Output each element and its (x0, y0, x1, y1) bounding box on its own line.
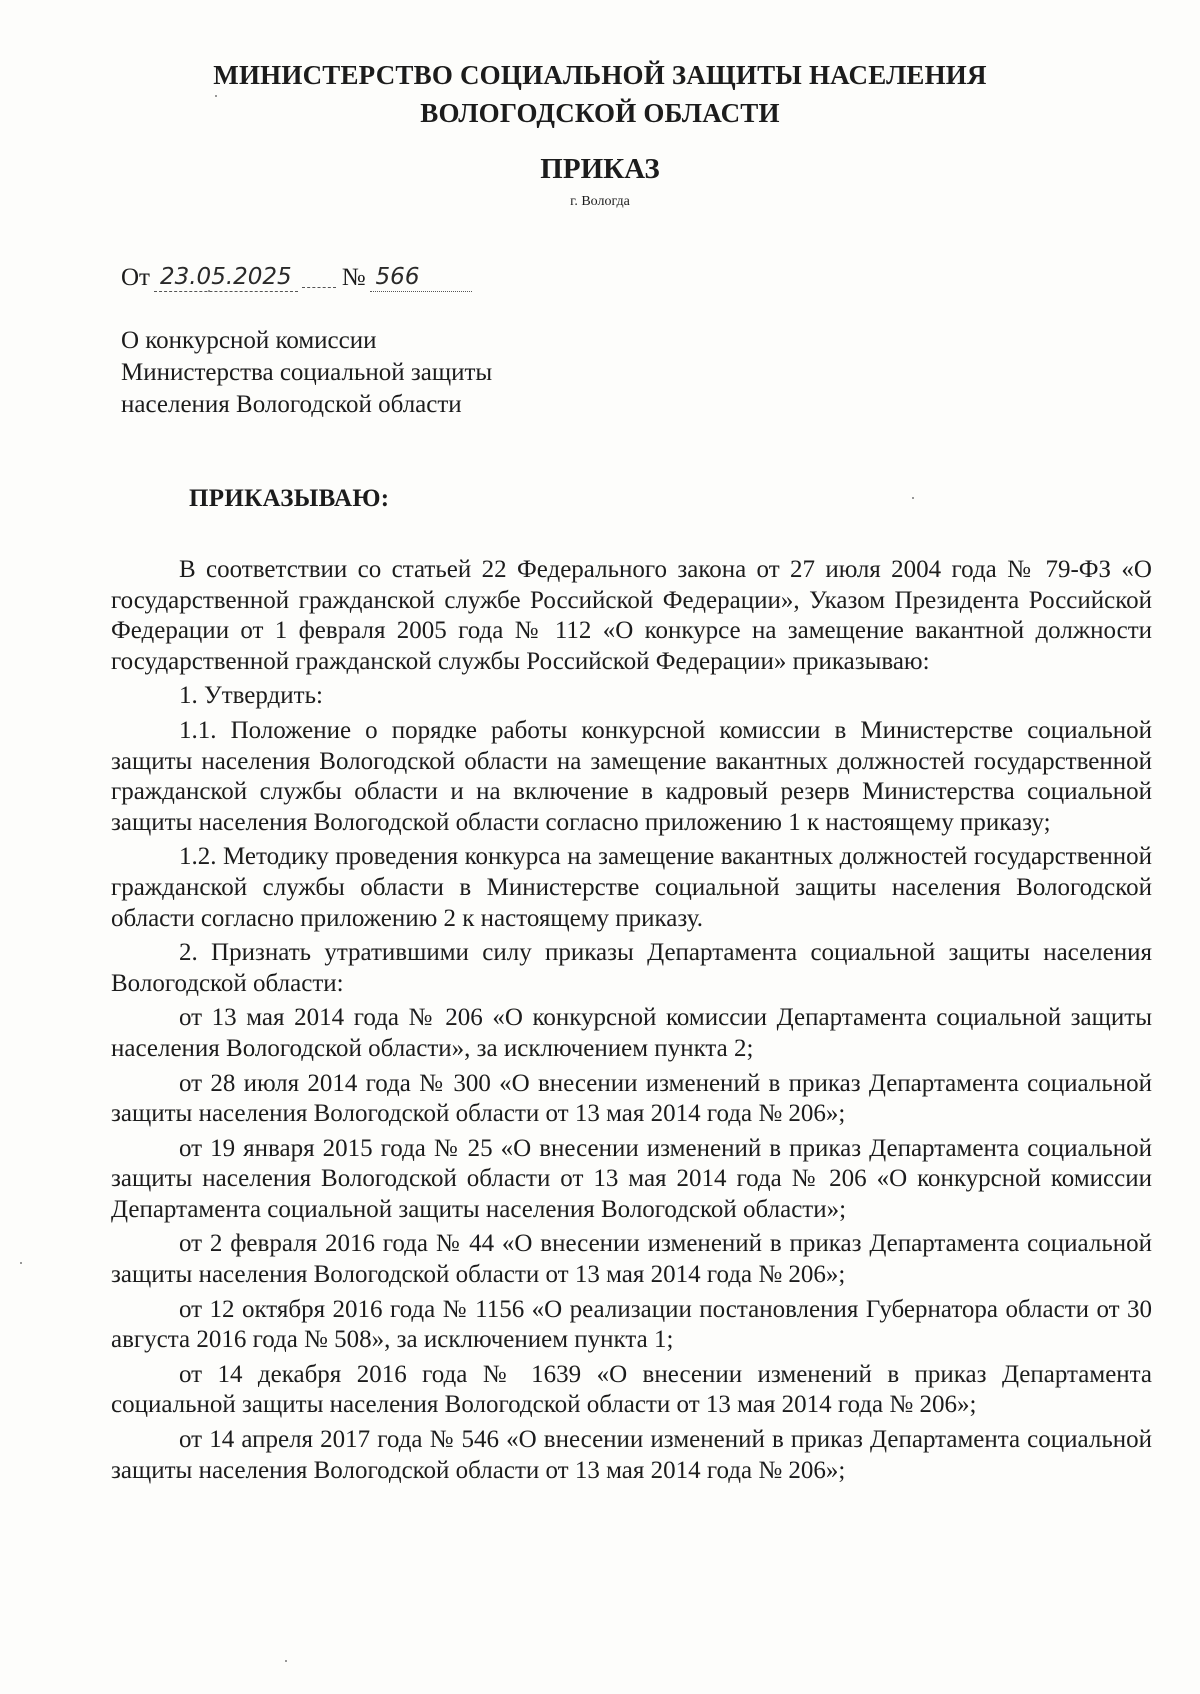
repealed-order-item: от 14 декабря 2016 года № 1639 «О внесении изменений в приказ Департамента социальной защиты населения Вологодской области от 13 мая 2014 года № 206»; (111, 1360, 1152, 1419)
scan-speck (208, 290, 210, 292)
order-body (111, 555, 1152, 1490)
ministry-name-line1: МИНИСТЕРСТВО СОЦИАЛЬНОЙ ЗАЩИТЫ НАСЕЛЕНИЯ (213, 60, 987, 90)
clause-2: 2. Признать утратившими силу приказы Департамента социальной защиты населения Вологодской области: (111, 939, 1152, 997)
ministry-name-line2: ВОЛОГОДСКОЙ ОБЛАСТИ (420, 98, 780, 128)
repealed-order-item: от 19 января 2015 года № 25 «О внесении изменений в приказ Департамента социальной защиты населения Вологодской области от 13 мая 2014 года № 206 «О конкурсной комиссии Департамента социальной защиты населения Вологодской области»; (111, 1134, 1152, 1223)
repealed-order-item: от 13 мая 2014 года № 206 «О конкурсной комиссии Департамента социальной защиты населения Вологодской области», за исключением пункта 2; (111, 1004, 1152, 1062)
repealed-order-item: от 28 июля 2014 года № 300 «О внесении изменений в приказ Департамента социальной защиты населения Вологодской области от 13 мая 2014 года № 206»; (111, 1069, 1152, 1128)
document-type-title: ПРИКАЗ (540, 153, 660, 185)
order-number-handwritten: 566 (370, 264, 472, 292)
scan-speck (285, 1660, 287, 1662)
subject-line: О конкурсной комиссии (121, 327, 377, 354)
clause-1: 1. Утвердить: (179, 682, 323, 710)
date-prefix: От (121, 264, 150, 291)
order-directive-heading: ПРИКАЗЫВАЮ: (189, 485, 390, 512)
scan-speck (215, 95, 217, 97)
repealed-order-item: от 14 апреля 2017 года № 546 «О внесении изменений в приказ Департамента социальной защиты населения Вологодской области от 13 мая 2014 года № 206»; (111, 1426, 1152, 1484)
repealed-order-item: от 2 февраля 2016 года № 44 «О внесении изменений в приказ Департамента социальной защиты населения Вологодской области от 13 мая 2014 года № 206»; (111, 1230, 1152, 1289)
ministry-header (150, 56, 1050, 132)
preamble-paragraph: В соответствии со статьей 22 Федерального закона от 27 июля 2004 года № 79-ФЗ «О государственной гражданской службе Российской Федерации», Указом Президента Российской Федерации от 1 февраля 2005 года № 112 «О конкурсе на замещение вакантной должности государственной гражданской службы Российской Федерации» приказываю: (111, 556, 1152, 675)
order-subject (121, 325, 492, 421)
document-city: г. Вологда (570, 194, 630, 209)
clause-1-1: 1.1. Положение о порядке работы конкурсной комиссии в Министерстве социальной защиты населения Вологодской области на замещение вакантных должностей государственной гражданской службы области и на включение в кадровый резерв Министерства социальной защиты населения Вологодской области согласно приложению 1 к настоящему приказу; (111, 716, 1152, 836)
order-date-handwritten: 23.05.2025 (154, 264, 298, 292)
subject-line: Министерства социальной защиты (121, 359, 493, 386)
scan-speck (912, 497, 914, 499)
subject-line: населения Вологодской области (121, 391, 462, 418)
date-fill-line (302, 287, 336, 288)
scan-speck (20, 1262, 22, 1264)
number-prefix: № (341, 264, 366, 291)
repealed-order-item: от 12 октября 2016 года № 1156 «О реализации постановления Губернатора области от 30 августа 2016 года № 508», за исключением пункта 1; (111, 1295, 1152, 1354)
order-date-number-line (121, 264, 476, 292)
clause-1-2: 1.2. Методику проведения конкурса на замещение вакантных должностей государственной гражданской службы области в Министерстве социальной защиты населения Вологодской области согласно приложению 2 к настоящему приказу. (111, 843, 1152, 932)
